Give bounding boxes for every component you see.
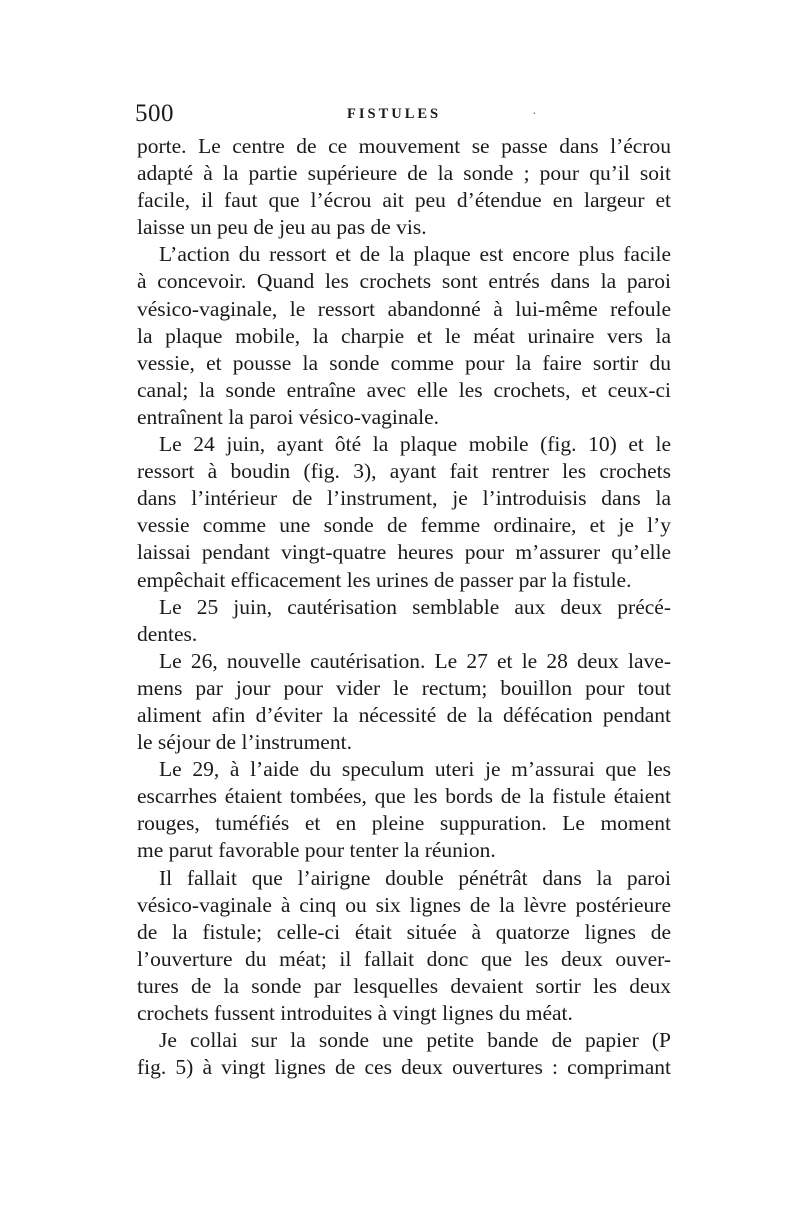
text-line: facile, il faut que l’écrou ait peu d’étendue en largeur et — [137, 188, 671, 213]
text-line: de la fistule; celle-ci était située à quatorze lignes de — [137, 919, 671, 944]
text-line: canal; la sonde entraîne avec elle les crochets, et ceux-ci — [137, 377, 671, 402]
running-head-dot: · — [532, 107, 537, 122]
text-line: Le 25 juin, cautérisation semblable aux deux précé- — [159, 594, 671, 619]
text-line: Le 26, nouvelle cautérisation. Le 27 et le 28 deux lave- — [159, 648, 671, 673]
text-line: Je collai sur la sonde une petite bande de papier (P — [159, 1028, 671, 1053]
text-line: entraînent la paroi vésico-vaginale. — [137, 404, 440, 429]
text-line: L’action du ressort et de la plaque est encore plus facile — [159, 242, 671, 267]
text-line: empêchait efficacement les urines de passer par la fistule. — [137, 567, 632, 592]
text-line: vessie comme une sonde de femme ordinaire, et je l’y — [137, 513, 671, 538]
text-line: mens par jour pour vider le rectum; bouillon pour tout — [137, 675, 671, 700]
text-line: escarrhes étaient tombées, que les bords de la fistule étaient — [137, 784, 671, 809]
page-number: 500 — [135, 100, 174, 127]
text-line: adapté à la partie supérieure de la sonde ; pour qu’il soit — [137, 161, 671, 186]
text-line: porte. Le centre de ce mouvement se passe dans l’écrou — [137, 134, 671, 158]
text-line: fig. 5) à vingt lignes de ces deux ouvertures : comprimant — [137, 1055, 671, 1080]
text-line: la plaque mobile, la charpie et le méat urinaire vers la — [137, 323, 671, 348]
text-line: aliment afin d’éviter la nécessité de la défécation pendant — [137, 702, 671, 727]
text-line: me parut favorable pour tenter la réunion. — [137, 838, 496, 863]
text-line: dans l’intérieur de l’instrument, je l’introduisis dans la — [137, 486, 671, 511]
running-head: FISTULES — [347, 106, 442, 122]
text-line: ressort à boudin (fig. 3), ayant fait rentrer les crochets — [137, 459, 671, 484]
text-line: tures de la sonde par lesquelles devaient sortir les deux — [137, 973, 671, 998]
text-line: vésico-vaginale, le ressort abandonné à lui-même refoule — [137, 296, 671, 321]
page-header — [135, 100, 670, 130]
text-line: Il fallait que l’airigne double pénétrât dans la paroi — [159, 865, 671, 890]
body-text — [137, 133, 671, 1081]
text-line: le séjour de l’instrument. — [137, 730, 352, 755]
text-line: rouges, tuméfiés et en pleine suppuration. Le moment — [137, 811, 671, 836]
text-line: à concevoir. Quand les crochets sont entrés dans la paroi — [137, 269, 671, 294]
text-line: Le 24 juin, ayant ôté la plaque mobile (fig. 10) et le — [159, 432, 671, 457]
text-line: vésico-vaginale à cinq ou six lignes de la lèvre postérieure — [137, 892, 671, 917]
text-line: dentes. — [137, 621, 198, 646]
text-line: vessie, et pousse la sonde comme pour la faire sortir du — [137, 350, 671, 375]
text-line: laissai pendant vingt-quatre heures pour m’assurer qu’elle — [137, 540, 671, 565]
text-line: crochets fussent introduites à vingt lignes du méat. — [137, 1001, 573, 1025]
text-line: l’ouverture du méat; il fallait donc que les deux ouver- — [137, 946, 671, 971]
text-line: Le 29, à l’aide du speculum uteri je m’assurai que les — [159, 757, 671, 782]
text-line: laisse un peu de jeu au pas de vis. — [137, 215, 427, 240]
